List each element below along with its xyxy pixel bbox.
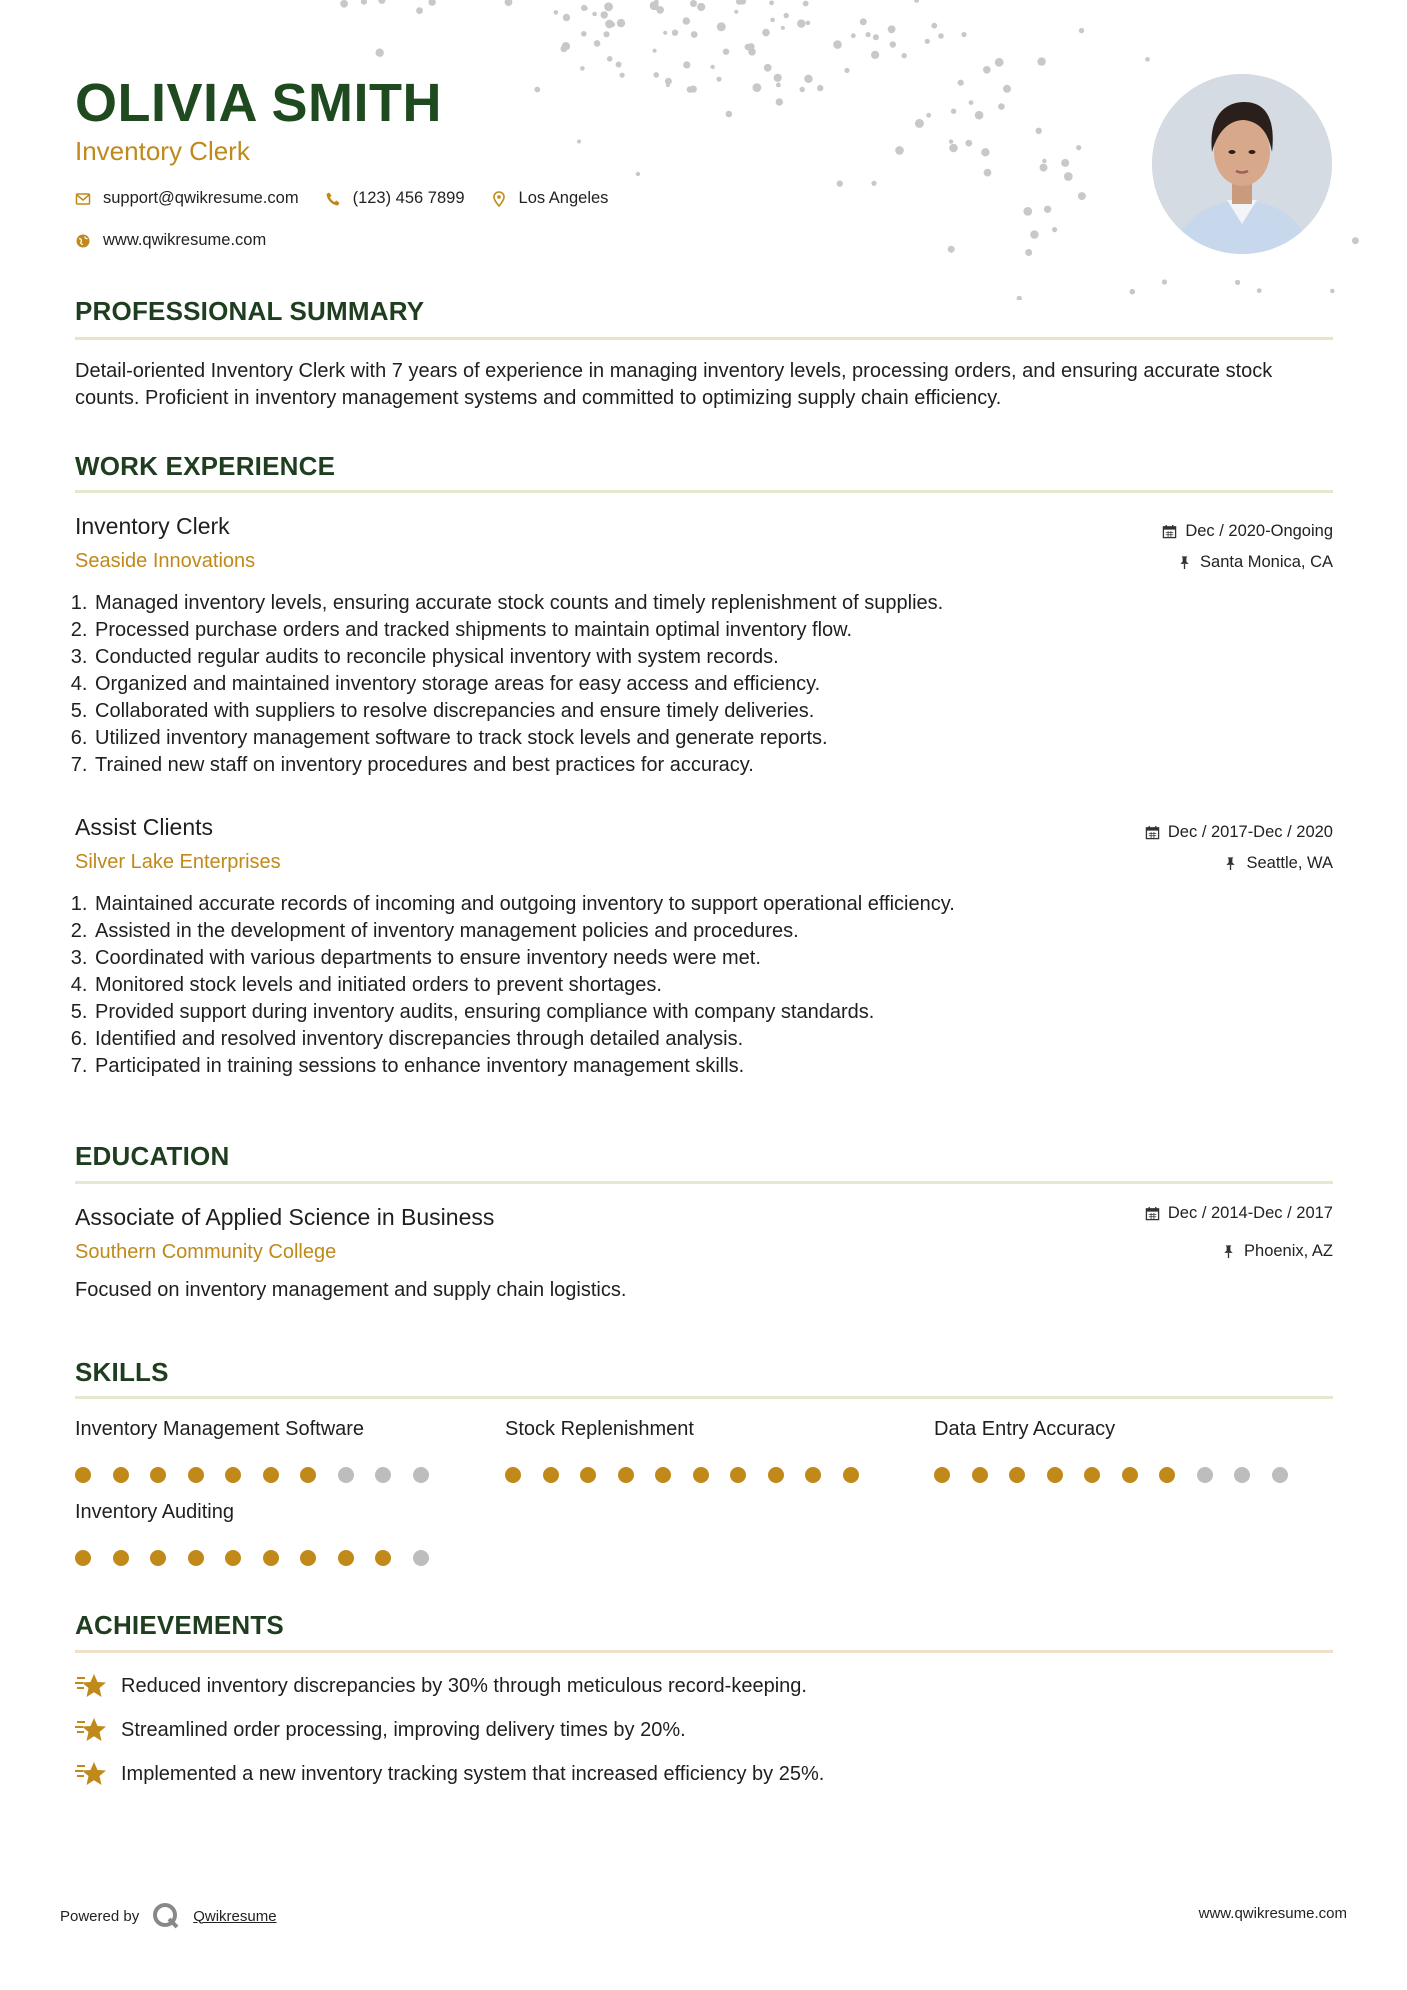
rating-dot-empty bbox=[1197, 1467, 1213, 1483]
list-item: 2. Assisted in the development of inventory management policies and procedures. bbox=[93, 918, 1323, 945]
pattern-dot bbox=[672, 30, 678, 36]
job-responsibilities bbox=[68, 590, 1323, 779]
pattern-dot bbox=[1064, 172, 1073, 181]
skill-name: Stock Replenishment bbox=[505, 1418, 694, 1440]
rating-dot-filled bbox=[693, 1467, 709, 1483]
skills-heading: SKILLS bbox=[75, 1357, 169, 1387]
pattern-dot bbox=[687, 86, 694, 93]
achievements-heading: ACHIEVEMENTS bbox=[75, 1610, 284, 1640]
brand-link[interactable]: Qwikresume bbox=[193, 1907, 277, 1925]
pattern-dot bbox=[594, 40, 601, 47]
experience-heading: WORK EXPERIENCE bbox=[75, 451, 336, 481]
pattern-dot bbox=[601, 11, 608, 18]
email-link[interactable]: support@qwikresume.com bbox=[103, 189, 299, 207]
pattern-dot bbox=[931, 23, 937, 29]
skill-rating bbox=[934, 1467, 1334, 1483]
list-item: 7. Trained new staff on inventory procedures and best practices for accuracy. bbox=[93, 752, 1323, 779]
rating-dot-filled bbox=[972, 1467, 988, 1483]
pattern-dot bbox=[1145, 57, 1150, 62]
rating-dot-filled bbox=[75, 1467, 91, 1483]
pattern-dot bbox=[616, 62, 622, 68]
candidate-title: Inventory Clerk bbox=[75, 136, 250, 166]
pattern-dot bbox=[416, 7, 423, 14]
pattern-dot bbox=[617, 19, 625, 27]
pattern-dot bbox=[1235, 280, 1240, 285]
pattern-dot bbox=[716, 77, 721, 82]
rating-dot-filled bbox=[934, 1467, 950, 1483]
pattern-dot bbox=[563, 14, 570, 21]
pattern-dot bbox=[949, 144, 958, 153]
school-name: Southern Community College bbox=[75, 1241, 337, 1263]
section-divider bbox=[75, 1181, 1333, 1184]
pattern-dot bbox=[748, 48, 756, 56]
degree-title: Associate of Applied Science in Business bbox=[75, 1204, 495, 1230]
pattern-dot bbox=[1076, 145, 1081, 150]
pattern-dot bbox=[1061, 159, 1069, 167]
pattern-dot bbox=[592, 12, 597, 17]
pattern-dot bbox=[1025, 249, 1032, 256]
rating-dot-empty bbox=[1272, 1467, 1288, 1483]
pattern-dot bbox=[983, 66, 991, 74]
rating-dot-filled bbox=[505, 1467, 521, 1483]
pattern-dot bbox=[984, 169, 992, 177]
pattern-dot bbox=[1030, 230, 1038, 238]
pattern-dot bbox=[361, 0, 367, 5]
company-name: Silver Lake Enterprises bbox=[75, 851, 281, 873]
rating-dot-filled bbox=[150, 1467, 166, 1483]
rating-dot-filled bbox=[1009, 1467, 1025, 1483]
phone-number: (123) 456 7899 bbox=[352, 189, 465, 207]
rating-dot-filled bbox=[768, 1467, 784, 1483]
rating-dot-filled bbox=[580, 1467, 596, 1483]
pattern-dot bbox=[636, 172, 640, 176]
pattern-dot bbox=[1042, 159, 1046, 163]
job-location: Seattle, WA bbox=[1223, 854, 1333, 873]
pattern-dot bbox=[914, 0, 919, 3]
rating-dot-filled bbox=[225, 1467, 241, 1483]
pattern-dot bbox=[784, 13, 789, 18]
pattern-dot bbox=[1040, 164, 1048, 172]
job-dates: Dec / 2020-Ongoing bbox=[1162, 522, 1333, 541]
pattern-dot bbox=[851, 33, 856, 38]
pattern-dot bbox=[1330, 289, 1335, 294]
pattern-dot bbox=[995, 58, 1004, 67]
pattern-dot bbox=[800, 87, 805, 92]
pattern-dot bbox=[797, 19, 805, 27]
pattern-dot bbox=[781, 26, 785, 30]
rating-dot-filled bbox=[375, 1550, 391, 1566]
pattern-dot bbox=[734, 10, 738, 14]
achievement-item: Reduced inventory discrepancies by 30% through meticulous record-keeping. bbox=[75, 1672, 807, 1700]
rating-dot-filled bbox=[805, 1467, 821, 1483]
pattern-dot bbox=[806, 21, 811, 26]
pattern-dot bbox=[620, 73, 625, 78]
pattern-dot bbox=[653, 49, 657, 53]
rating-dot-filled bbox=[188, 1550, 204, 1566]
pattern-dot bbox=[895, 146, 904, 155]
list-item: 4. Monitored stock levels and initiated orders to prevent shortages. bbox=[93, 972, 1323, 999]
skill-name: Inventory Management Software bbox=[75, 1418, 365, 1440]
pattern-dot bbox=[604, 2, 613, 11]
pattern-dot bbox=[1037, 57, 1045, 65]
pattern-dot bbox=[656, 6, 664, 14]
powered-by-label: Powered by bbox=[60, 1907, 140, 1925]
rating-dot-filled bbox=[1047, 1467, 1063, 1483]
pattern-dot bbox=[890, 41, 896, 47]
pattern-dot bbox=[683, 17, 690, 24]
list-item: 5. Provided support during inventory audits, ensuring compliance with company standards. bbox=[93, 999, 1323, 1026]
pattern-dot bbox=[998, 103, 1005, 110]
pattern-dot bbox=[804, 76, 809, 81]
skill-item bbox=[934, 1418, 1334, 1483]
skill-rating bbox=[505, 1467, 905, 1483]
star-icon bbox=[75, 1672, 107, 1700]
rating-dot-filled bbox=[188, 1467, 204, 1483]
pattern-dot bbox=[949, 139, 953, 143]
job-responsibilities bbox=[68, 891, 1323, 1080]
rating-dot-filled bbox=[113, 1550, 129, 1566]
pattern-dot bbox=[534, 87, 540, 93]
pattern-dot bbox=[871, 51, 879, 59]
skill-item bbox=[75, 1418, 475, 1483]
pattern-dot bbox=[607, 56, 613, 62]
education-dates: Dec / 2014-Dec / 2017 bbox=[1145, 1204, 1333, 1223]
calendar-icon bbox=[1145, 1206, 1160, 1221]
pattern-dot bbox=[581, 31, 587, 37]
pattern-dot bbox=[844, 68, 849, 73]
rating-dot-filled bbox=[113, 1467, 129, 1483]
pattern-dot bbox=[769, 0, 774, 5]
pushpin-icon bbox=[1223, 856, 1238, 871]
pattern-dot bbox=[561, 45, 568, 52]
pattern-dot bbox=[580, 66, 585, 71]
calendar-icon bbox=[1162, 524, 1177, 539]
pattern-dot bbox=[428, 0, 435, 6]
list-item: 6. Utilized inventory management software to track stock levels and generate reports. bbox=[93, 725, 1323, 752]
rating-dot-filled bbox=[338, 1550, 354, 1566]
star-icon bbox=[75, 1716, 107, 1744]
profile-photo bbox=[1152, 74, 1332, 254]
pattern-dot bbox=[958, 80, 964, 86]
list-item: 7. Participated in training sessions to enhance inventory management skills. bbox=[93, 1053, 1323, 1080]
pattern-dot bbox=[1162, 279, 1167, 284]
pattern-dot bbox=[1023, 207, 1032, 216]
rating-dot-filled bbox=[300, 1550, 316, 1566]
pattern-dot bbox=[965, 140, 972, 147]
section-divider bbox=[75, 1650, 1333, 1653]
pattern-dot bbox=[762, 29, 770, 37]
pattern-dot bbox=[710, 65, 714, 69]
pattern-dot bbox=[376, 49, 384, 57]
pattern-dot bbox=[581, 5, 587, 11]
rating-dot-filled bbox=[150, 1550, 166, 1566]
pattern-dot bbox=[1036, 128, 1042, 134]
rating-dot-empty bbox=[375, 1467, 391, 1483]
list-item: 6. Identified and resolved inventory discrepancies through detailed analysis. bbox=[93, 1026, 1323, 1053]
rating-dot-filled bbox=[1159, 1467, 1175, 1483]
achievement-item: Streamlined order processing, improving delivery times by 20%. bbox=[75, 1716, 686, 1744]
website-link[interactable]: www.qwikresume.com bbox=[103, 231, 267, 249]
pattern-dot bbox=[683, 61, 690, 68]
pattern-dot bbox=[866, 32, 871, 37]
rating-dot-filled bbox=[225, 1550, 241, 1566]
pattern-dot bbox=[753, 83, 762, 92]
list-item: 1. Managed inventory levels, ensuring accurate stock counts and timely replenishment of supplies. bbox=[93, 590, 1323, 617]
company-name: Seaside Innovations bbox=[75, 550, 256, 572]
calendar-icon bbox=[1145, 825, 1160, 840]
pattern-dot bbox=[1257, 288, 1262, 293]
pattern-dot bbox=[663, 31, 667, 35]
list-item: 4. Organized and maintained inventory storage areas for easy access and efficiency. bbox=[93, 671, 1323, 698]
education-description: Focused on inventory management and supply chain logistics. bbox=[75, 1279, 627, 1301]
pattern-dot bbox=[723, 49, 729, 55]
pattern-dot bbox=[610, 22, 615, 27]
job-location: Santa Monica, CA bbox=[1177, 553, 1333, 572]
qwikresume-logo-icon bbox=[151, 1901, 181, 1931]
rating-dot-filled bbox=[1084, 1467, 1100, 1483]
job-title: Assist Clients bbox=[75, 814, 214, 840]
pattern-dot bbox=[776, 98, 783, 105]
pattern-dot bbox=[902, 53, 907, 58]
list-item: 1. Maintained accurate records of incoming and outgoing inventory to support operational efficiency. bbox=[93, 891, 1323, 918]
pattern-dot bbox=[603, 31, 609, 37]
website-line bbox=[75, 231, 266, 250]
list-item: 5. Collaborated with suppliers to resolve discrepancies and ensure timely deliveries. bbox=[93, 698, 1323, 725]
map-pin-icon bbox=[491, 191, 507, 207]
pattern-dot bbox=[951, 109, 956, 114]
skill-item bbox=[75, 1501, 475, 1566]
pattern-dot bbox=[505, 0, 513, 6]
pattern-dot bbox=[1130, 289, 1136, 295]
rating-dot-filled bbox=[300, 1467, 316, 1483]
pattern-dot bbox=[803, 1, 809, 7]
pattern-dot bbox=[770, 18, 775, 23]
pattern-dot bbox=[1017, 296, 1022, 300]
pattern-dot bbox=[833, 40, 842, 49]
pattern-dot bbox=[969, 100, 974, 105]
pattern-dot bbox=[926, 113, 931, 118]
summary-heading: PROFESSIONAL SUMMARY bbox=[75, 296, 425, 326]
pattern-dot bbox=[1003, 85, 1011, 93]
pattern-dot bbox=[1052, 227, 1057, 232]
rating-dot-filled bbox=[263, 1467, 279, 1483]
envelope-icon bbox=[75, 191, 91, 207]
skill-name: Data Entry Accuracy bbox=[934, 1418, 1116, 1440]
rating-dot-filled bbox=[655, 1467, 671, 1483]
pattern-dot bbox=[837, 180, 843, 186]
list-item: 3. Coordinated with various departments to ensure inventory needs were met. bbox=[93, 945, 1323, 972]
pattern-dot bbox=[981, 148, 989, 156]
pushpin-icon bbox=[1177, 555, 1192, 570]
pattern-dot bbox=[697, 3, 705, 11]
skill-rating bbox=[75, 1550, 475, 1566]
rating-dot-filled bbox=[263, 1550, 279, 1566]
pattern-dot bbox=[915, 119, 924, 128]
pattern-dot bbox=[1044, 206, 1051, 213]
candidate-name: OLIVIA SMITH bbox=[75, 73, 442, 133]
list-item: 3. Conducted regular audits to reconcile physical inventory with system records. bbox=[93, 644, 1323, 671]
pattern-dot bbox=[871, 181, 876, 186]
skill-rating bbox=[75, 1467, 475, 1483]
rating-dot-filled bbox=[1122, 1467, 1138, 1483]
pattern-dot bbox=[577, 140, 581, 144]
skill-item bbox=[505, 1418, 905, 1483]
pattern-dot bbox=[817, 85, 823, 91]
phone-icon bbox=[325, 191, 341, 207]
location-text: Los Angeles bbox=[518, 189, 609, 207]
pushpin-icon bbox=[1221, 1244, 1236, 1259]
job-dates: Dec / 2017-Dec / 2020 bbox=[1145, 823, 1333, 842]
pattern-dot bbox=[925, 39, 930, 44]
pattern-dot bbox=[726, 111, 733, 118]
contact-line bbox=[75, 189, 608, 208]
rating-dot-filled bbox=[543, 1467, 559, 1483]
footer-powered-by bbox=[60, 1901, 277, 1931]
pattern-dot bbox=[975, 111, 984, 120]
pattern-dot bbox=[691, 31, 698, 38]
education-location: Phoenix, AZ bbox=[1221, 1242, 1333, 1261]
pattern-dot bbox=[340, 0, 348, 8]
rating-dot-filled bbox=[843, 1467, 859, 1483]
pattern-dot bbox=[961, 32, 966, 37]
pattern-dot bbox=[938, 33, 944, 39]
pattern-dot bbox=[764, 64, 772, 72]
pattern-dot bbox=[653, 72, 659, 78]
section-divider bbox=[75, 490, 1333, 493]
pattern-dot bbox=[774, 74, 782, 82]
rating-dot-filled bbox=[75, 1550, 91, 1566]
pattern-dot bbox=[1352, 237, 1359, 244]
achievement-item: Implemented a new inventory tracking system that increased efficiency by 25%. bbox=[75, 1760, 824, 1788]
rating-dot-empty bbox=[338, 1467, 354, 1483]
rating-dot-empty bbox=[413, 1550, 429, 1566]
pattern-dot bbox=[860, 18, 867, 25]
pattern-dot bbox=[873, 34, 879, 40]
pattern-dot bbox=[554, 10, 559, 15]
section-divider bbox=[75, 337, 1333, 340]
rating-dot-filled bbox=[730, 1467, 746, 1483]
pattern-dot bbox=[888, 25, 896, 33]
list-item: 2. Processed purchase orders and tracked shipments to maintain optimal inventory flow. bbox=[93, 617, 1323, 644]
footer-website[interactable]: www.qwikresume.com bbox=[1198, 1905, 1347, 1922]
rating-dot-empty bbox=[413, 1467, 429, 1483]
pattern-dot bbox=[665, 78, 672, 85]
rating-dot-filled bbox=[618, 1467, 634, 1483]
rating-dot-empty bbox=[1234, 1467, 1250, 1483]
summary-text: Detail-oriented Inventory Clerk with 7 years of experience in managing inventory levels, processing orders, and ensuring accurate stock counts. Proficient in inventory management systems and committed to optimizing supply chain efficiency. bbox=[75, 360, 1273, 409]
star-icon bbox=[75, 1760, 107, 1788]
pattern-dot bbox=[717, 22, 726, 31]
skill-name: Inventory Auditing bbox=[75, 1501, 234, 1523]
pattern-dot bbox=[948, 246, 955, 253]
pattern-dot bbox=[378, 0, 385, 4]
pattern-dot bbox=[776, 83, 781, 88]
pattern-dot bbox=[1078, 192, 1086, 200]
section-divider bbox=[75, 1396, 1333, 1399]
pattern-dot bbox=[690, 0, 697, 7]
pattern-dot bbox=[1079, 28, 1084, 33]
education-heading: EDUCATION bbox=[75, 1141, 230, 1171]
job-title: Inventory Clerk bbox=[75, 513, 230, 539]
globe-icon bbox=[75, 233, 91, 249]
